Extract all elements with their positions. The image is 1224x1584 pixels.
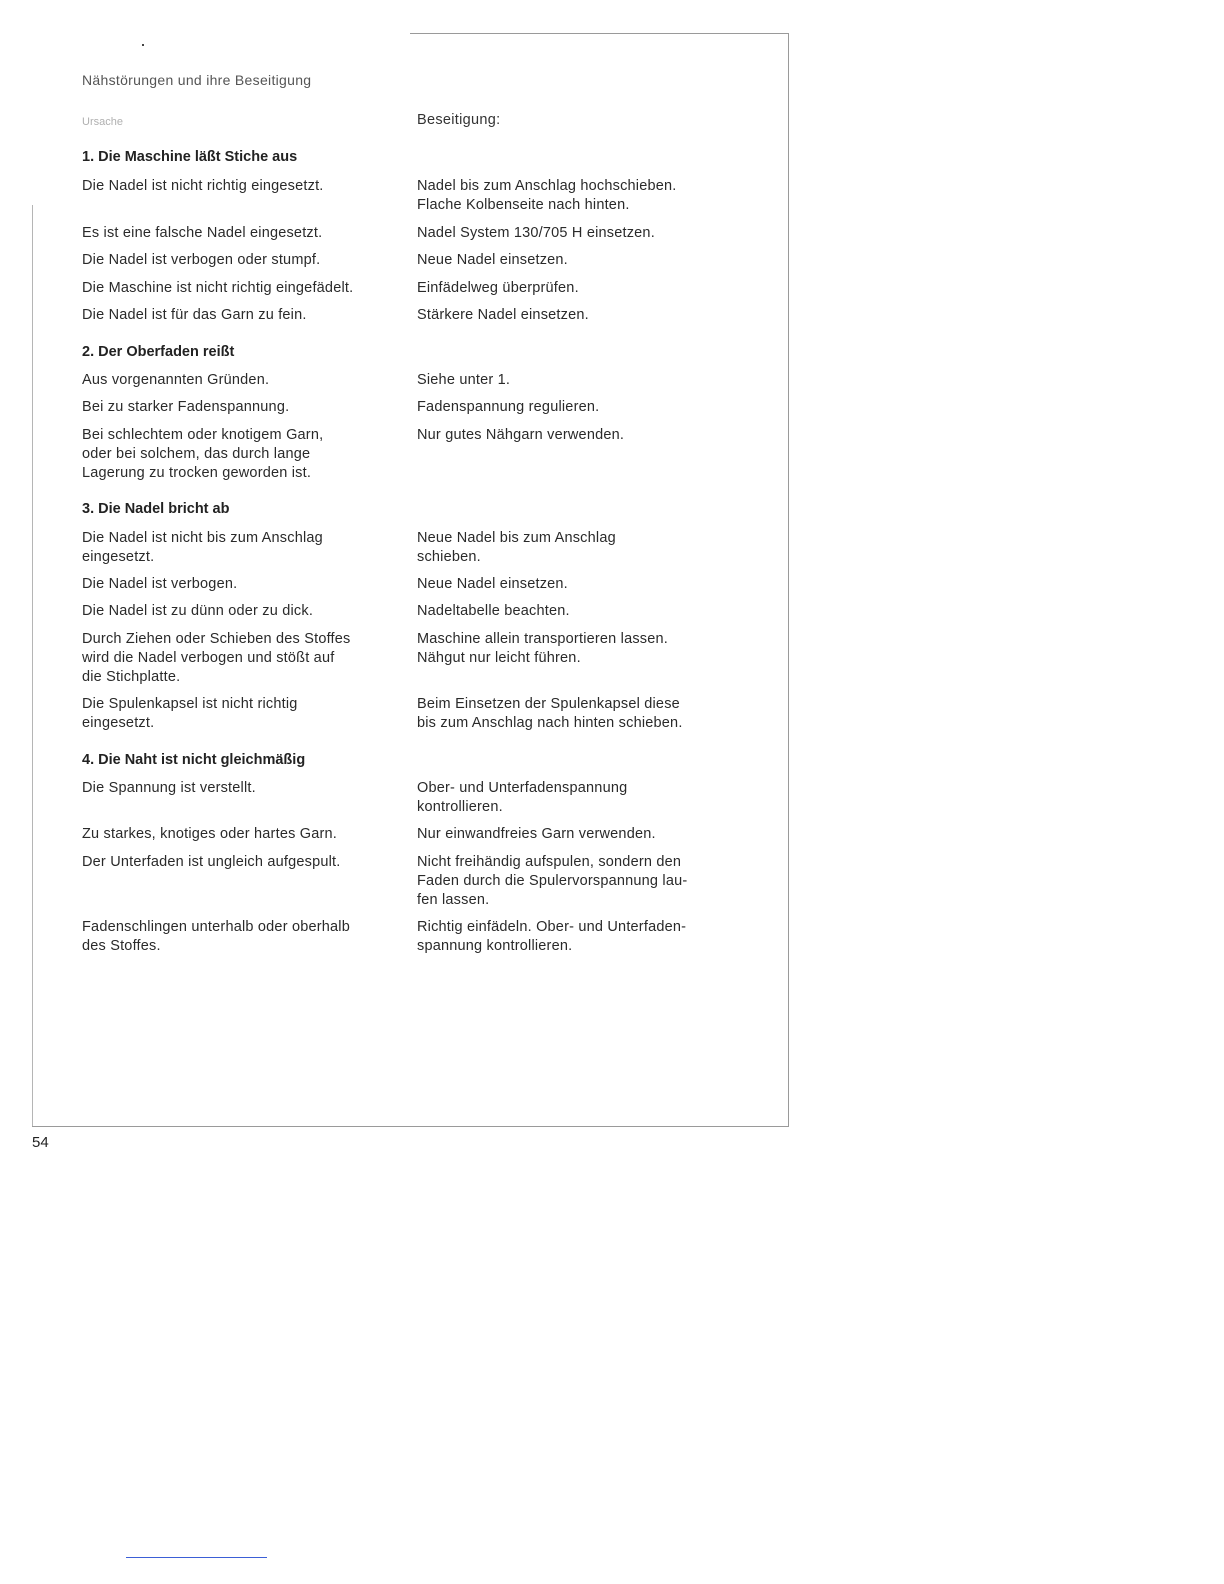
- cause-text: Fadenschlingen unterhalb oder oberhalb des Stoffes.: [82, 919, 350, 954]
- fix-text: Nadel System 130/705 H einsetzen.: [417, 225, 655, 241]
- cause-text: Die Nadel ist nicht bis zum Anschlag eingesetzt.: [82, 530, 323, 565]
- fix-text: Nur gutes Nähgarn verwenden.: [417, 427, 625, 443]
- cause-text: Durch Ziehen oder Schieben des Stoffes wird die Nadel verbogen und stößt auf die Stichplatte.: [82, 631, 351, 685]
- cause-text: Die Spannung ist verstellt.: [82, 780, 256, 796]
- bottom-link-line: [126, 1557, 267, 1558]
- page-frame-top-edge: [410, 33, 788, 34]
- fix-text: Siehe unter 1.: [417, 372, 511, 388]
- scan-speck: [142, 44, 144, 46]
- page-title: Nähstörungen und ihre Beseitigung: [82, 72, 312, 88]
- page-number: 54: [32, 1134, 49, 1151]
- fix-text: Maschine allein transportieren lassen. Nähgut nur leicht führen.: [417, 631, 669, 666]
- cause-text: Die Spulenkapsel ist nicht richtig eingesetzt.: [82, 696, 298, 731]
- fix-text: Fadenspannung regulieren.: [417, 399, 600, 415]
- cause-text: Die Nadel ist nicht richtig eingesetzt.: [82, 178, 324, 194]
- fix-text: Neue Nadel einsetzen.: [417, 252, 568, 268]
- cause-text: Bei zu starker Fadenspannung.: [82, 399, 290, 415]
- cause-text: Die Nadel ist verbogen.: [82, 576, 238, 592]
- column-header-cause: Ursache: [82, 116, 123, 128]
- cause-text: Die Maschine ist nicht richtig eingefädelt.: [82, 280, 354, 296]
- fix-text: Nadeltabelle beachten.: [417, 603, 570, 619]
- fix-text: Nicht freihändig aufspulen, sondern den Faden durch die Spulervorspannung lau- fen lassen.: [417, 854, 688, 908]
- column-header-fix: Beseitigung:: [417, 112, 501, 128]
- fix-text: Stärkere Nadel einsetzen.: [417, 307, 589, 323]
- fix-text: Neue Nadel einsetzen.: [417, 576, 568, 592]
- fix-text: Ober- und Unterfadenspannung kontrollieren.: [417, 780, 628, 815]
- section-title-1: 1. Die Maschine läßt Stiche aus: [82, 149, 298, 165]
- fix-text: Einfädelweg überprüfen.: [417, 280, 579, 296]
- section-title-3: 3. Die Nadel bricht ab: [82, 501, 230, 517]
- section-title-2: 2. Der Oberfaden reißt: [82, 344, 235, 360]
- fix-text: Neue Nadel bis zum Anschlag schieben.: [417, 530, 616, 565]
- cause-text: Zu starkes, knotiges oder hartes Garn.: [82, 826, 338, 842]
- fix-text: Nur einwandfreies Garn verwenden.: [417, 826, 656, 842]
- section-title-4: 4. Die Naht ist nicht gleichmäßig: [82, 752, 306, 768]
- cause-text: Es ist eine falsche Nadel eingesetzt.: [82, 225, 323, 241]
- cause-text: Bei schlechtem oder knotigem Garn, oder bei solchem, das durch lange Lagerung zu trocken geworden ist.: [82, 427, 324, 481]
- cause-text: Die Nadel ist verbogen oder stumpf.: [82, 252, 321, 268]
- fix-text: Richtig einfädeln. Ober- und Unterfaden- spannung kontrollieren.: [417, 919, 687, 954]
- cause-text: Die Nadel ist für das Garn zu fein.: [82, 307, 307, 323]
- cause-text: Die Nadel ist zu dünn oder zu dick.: [82, 603, 314, 619]
- fix-text: Nadel bis zum Anschlag hochschieben. Flache Kolbenseite nach hinten.: [417, 178, 677, 213]
- cause-text: Aus vorgenannten Gründen.: [82, 372, 270, 388]
- cause-text: Der Unterfaden ist ungleich aufgespult.: [82, 854, 341, 870]
- fix-text: Beim Einsetzen der Spulenkapsel diese bis zum Anschlag nach hinten schieben.: [417, 696, 683, 731]
- page-frame-left-edge: [32, 205, 33, 1126]
